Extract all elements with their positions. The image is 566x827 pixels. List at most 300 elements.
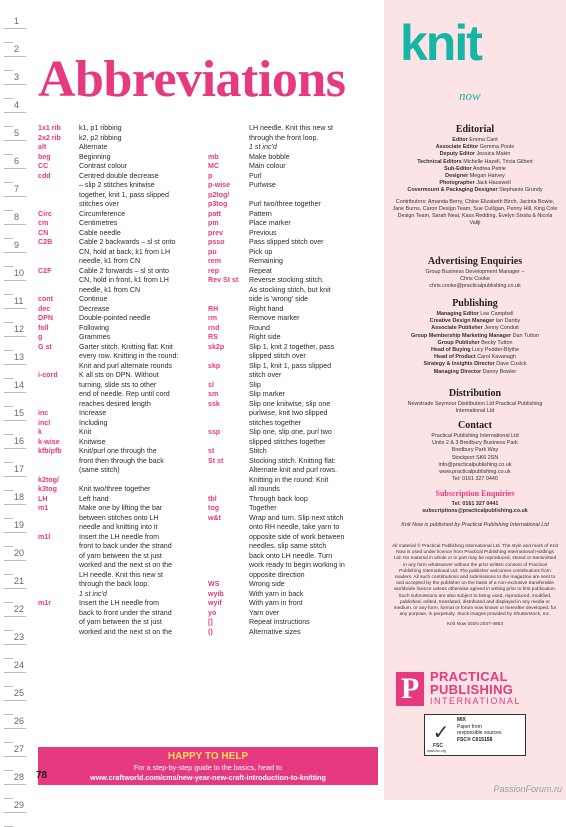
abbrev-definition: every row. Knitting in the round: <box>79 352 179 360</box>
abbrev-term <box>38 590 79 600</box>
fsc-badge <box>424 714 526 756</box>
abbrev-row <box>208 514 388 524</box>
abbrev-definition: Slip one, slip one, purl two <box>249 428 332 436</box>
abbrev-term: Circ <box>38 209 52 218</box>
abbrev-term: tbl <box>208 494 217 503</box>
abbrev-definition: Insert the LH needle from <box>79 532 160 541</box>
abbrev-term <box>208 134 249 144</box>
abbrev-row <box>208 457 388 467</box>
credit-name: Stephanie Grundy <box>499 187 543 194</box>
legal-section <box>392 544 558 629</box>
abbrev-term: rep <box>208 266 220 275</box>
ruler-minor-tick <box>4 714 13 715</box>
advertising-line: Group Business Development Manager – <box>425 269 525 275</box>
abbrev-definition: As stocking stitch, but knit <box>249 285 331 294</box>
abbrev-definition: k1, p1 ribbing <box>79 124 122 132</box>
ruler-minor-tick <box>4 126 13 127</box>
abbrev-row <box>208 533 388 543</box>
credit-role: Deputy Editor <box>439 151 475 158</box>
ruler-minor-tick <box>4 238 13 239</box>
credit-name: Becky Tutton <box>481 339 513 346</box>
ruler-tick <box>4 196 26 197</box>
abbrev-term <box>208 466 249 476</box>
abbrev-definition: Knit two/three together <box>79 485 151 493</box>
credit-role: Strategy & Insights Director <box>423 361 495 368</box>
abbrev-term: CC <box>38 162 49 170</box>
abbrev-term <box>208 409 249 419</box>
abbrev-definition: Garter stitch. Knitting flat: Knit <box>79 342 173 351</box>
abbrev-term: cdd <box>38 171 51 180</box>
help-heading: HAPPY TO HELP <box>167 751 249 762</box>
ruler-number: 26 <box>14 716 25 726</box>
abbrev-term <box>38 561 79 571</box>
abbrev-row <box>208 362 388 372</box>
abbrev-term <box>38 390 79 400</box>
ruler-number: 15 <box>14 408 25 418</box>
abbrev-definition: CN, hold in front, k1 from LH <box>79 276 169 284</box>
abbrev-definition: all rounds <box>249 485 280 493</box>
abbrev-term <box>208 542 249 552</box>
abbrev-definition: k2, p2 ribbing <box>79 133 122 142</box>
abbrev-row <box>208 580 388 590</box>
abbrev-row <box>208 504 388 514</box>
abbrev-term <box>208 485 249 495</box>
abbrev-definition: Slip 1, knit 2 together, pass <box>249 342 335 351</box>
abbrev-term <box>208 352 249 362</box>
abbrev-definition: Cable needle <box>79 228 121 237</box>
abbrev-term <box>208 533 249 543</box>
ruler-number: 11 <box>14 296 24 306</box>
abbrev-row <box>208 438 388 448</box>
abbrev-definition: Purl <box>249 171 262 180</box>
abbrev-definition: Make one by lifting the bar <box>79 504 163 512</box>
abbrev-term <box>38 609 79 619</box>
abbrev-definition: Right hand <box>249 304 284 313</box>
abbrev-row <box>208 229 388 239</box>
abbrev-term <box>38 542 79 552</box>
ruler-minor-tick <box>4 294 13 295</box>
abbrev-term <box>38 352 79 362</box>
ruler-tick <box>4 364 26 365</box>
abbrev-definition: end of needle. Rep until cord <box>79 390 170 398</box>
abbrev-row <box>208 495 388 505</box>
ruler-tick <box>4 560 26 561</box>
abbrev-row <box>208 143 388 153</box>
credit-name: Jack Hauxwell <box>476 180 511 187</box>
distribution-heading: Distribution <box>448 388 502 399</box>
published-by-text: Knit Now is published by Practical Publishing International Ltd <box>401 522 549 528</box>
abbrev-term <box>208 371 249 381</box>
abbrev-term: C2F <box>38 266 52 275</box>
abbrev-term: LH <box>38 494 48 503</box>
abbrev-definition: needle, k1 from CN <box>79 257 141 265</box>
abbrev-definition: Contrast colour <box>79 162 128 170</box>
ruler-number: 13 <box>14 352 25 362</box>
credit-role: Associate Publisher <box>431 325 483 332</box>
abbrev-definition: Insert the LH needle from <box>79 599 160 607</box>
abbrev-row <box>208 181 388 191</box>
ruler-minor-tick <box>4 70 13 71</box>
fsc-line: MIX <box>457 717 466 723</box>
abbrev-term: p <box>208 171 213 180</box>
abbrev-definition: onto RH needle, take yarn to <box>249 523 340 531</box>
ruler-number: 4 <box>14 100 20 110</box>
ruler-number: 7 <box>14 184 20 194</box>
sidebar-credits <box>384 0 566 800</box>
ruler-minor-tick <box>4 518 13 519</box>
credit-role: Sub-Editor <box>444 165 472 172</box>
abbrev-definition: With yarn in back <box>249 589 304 598</box>
abbrev-term <box>38 276 79 286</box>
abbrev-row <box>208 257 388 267</box>
advertising-email[interactable]: chris.cooke@practicalpublishing.co.uk <box>429 283 521 290</box>
abbrev-definition: Slip 1, knit 1, pass slipped <box>249 361 332 370</box>
editorial-credit <box>392 151 558 158</box>
abbrev-definition: Pass slipped stitch over <box>249 238 324 246</box>
ruler-minor-tick <box>4 350 13 351</box>
abbrev-term <box>208 438 249 448</box>
abbrev-term: m1r <box>38 599 52 607</box>
ruler-number: 21 <box>14 576 25 586</box>
credit-role: Photographer <box>439 180 475 187</box>
page-number: 78 <box>36 770 48 781</box>
abbrev-term <box>208 124 249 134</box>
abbrev-term: rem <box>208 257 222 265</box>
abbrev-row <box>208 124 388 134</box>
abbrev-definition: needle, k1 from CN <box>79 285 141 294</box>
subscription-section <box>392 484 558 515</box>
abbrev-definition: Purl two/three together <box>249 200 321 208</box>
abbrev-term: skp <box>208 361 221 370</box>
abbrev-definition: Repeat <box>249 266 272 275</box>
ruler-minor-tick <box>4 630 13 631</box>
abbrev-term <box>38 257 79 267</box>
credit-role: Associate Editor <box>435 144 479 151</box>
abbrev-term: ssp <box>208 428 221 436</box>
abbrev-definition: – slip 2 stitches knitwise <box>79 181 155 189</box>
abbrev-term <box>38 514 79 524</box>
abbrev-definition: Continue <box>79 295 108 303</box>
ruler-tick <box>4 812 26 813</box>
abbrev-definition: front then through the back <box>79 456 164 465</box>
abbrev-row <box>208 238 388 248</box>
credit-role: Managing Editor <box>436 311 479 317</box>
abbrev-row <box>208 305 388 315</box>
credit-name: Megan Harvey <box>469 173 505 180</box>
fsc-logo-text: FSC <box>433 743 443 749</box>
contact-line[interactable]: www.practicalpublishing.co.uk <box>439 469 511 476</box>
abbrev-row <box>208 609 388 619</box>
abbrev-definition: Double-pointed needle <box>79 314 151 322</box>
fsc-line: responsible sources <box>457 730 502 736</box>
abbrev-definition: Reverse stocking stitch. <box>249 276 324 284</box>
abbrev-definition: Remove marker <box>249 314 300 322</box>
abbrev-definition: Make bobble <box>249 152 290 161</box>
abbrev-definition: Place marker <box>249 219 291 227</box>
abbrev-definition: With yarn in front <box>249 599 303 607</box>
ruler-tick <box>4 224 26 225</box>
abbrev-row <box>208 561 388 571</box>
abbrev-definition: 1 st inc'd <box>79 589 107 598</box>
abbrev-row <box>208 552 388 562</box>
abbrev-definition: opposite direction <box>249 570 305 579</box>
abbrev-definition: needle and knitting into it <box>79 523 158 531</box>
ruler-number: 17 <box>14 464 25 474</box>
abbrev-definition: Knit/purl one through the <box>79 447 157 455</box>
credit-role: Editor <box>452 137 468 143</box>
abbrev-term <box>38 618 79 628</box>
abbrev-term: St st <box>208 456 224 465</box>
abbrev-definition: Knitwise <box>79 437 106 446</box>
abbrev-definition: through the back loop. <box>79 580 150 588</box>
ruler-number: 18 <box>14 492 25 502</box>
credit-name: Carol Kavanagh <box>477 354 516 361</box>
abbrev-definition: Main colour <box>249 162 286 170</box>
ruler-tick <box>4 392 26 393</box>
credit-role: Creative Design Manager <box>429 318 495 325</box>
help-link[interactable]: www.craftworld.com/cms/new-year-new-craft-introduction-to-knitting <box>90 773 326 782</box>
ruler-number: 22 <box>14 604 25 614</box>
abbrev-term: k3tog <box>38 485 57 493</box>
abbrev-term: g <box>38 333 43 341</box>
ruler-minor-tick <box>4 770 13 771</box>
pp-mark-icon: P <box>396 672 424 706</box>
contact-heading: Contact <box>458 420 492 431</box>
abbrev-definition: (same stitch) <box>79 466 120 474</box>
abbrev-row <box>208 153 388 163</box>
ruler-tick <box>4 420 26 421</box>
abbrev-definition: stitch over <box>249 371 282 379</box>
abbrev-term: beg <box>38 152 51 161</box>
abbrev-term <box>38 381 79 391</box>
ruler-number: 14 <box>14 380 25 390</box>
ruler-number: 9 <box>14 240 20 250</box>
abbrev-row <box>208 390 388 400</box>
abbrev-definition: Increase <box>79 409 107 417</box>
abbrev-row <box>208 267 388 277</box>
abbrev-definition: Following <box>79 323 109 332</box>
ruler-minor-tick <box>4 98 13 99</box>
abbrev-definition: LH needle. Knit this new st <box>79 570 163 579</box>
abbrev-term: cont <box>38 295 53 303</box>
contact-line: Practical Publishing International Ltd <box>431 433 519 439</box>
abbrev-term: sk2p <box>208 342 225 351</box>
abbrev-row <box>208 314 388 324</box>
ruler-tick <box>4 728 26 729</box>
abbrev-term: m1l <box>38 532 51 541</box>
abbrev-row <box>208 542 388 552</box>
ruler-tick <box>4 700 26 701</box>
ruler-number: 5 <box>14 128 20 138</box>
abbrev-definition: slipped stitch over <box>249 352 306 360</box>
ruler-minor-tick <box>4 686 13 687</box>
abbrev-definition: worked and the next st on the <box>79 627 173 636</box>
ruler-tick <box>4 644 26 645</box>
subs-phone: Tel: 0161 327 0441 <box>451 501 499 507</box>
abbrev-row <box>208 400 388 410</box>
abbrev-term: inc <box>38 409 49 417</box>
ruler-tick <box>4 252 26 253</box>
ruler-number: 28 <box>14 772 25 782</box>
abbrev-definition: opposite side of work between <box>249 532 345 541</box>
abbrev-row <box>208 324 388 334</box>
ruler-tick <box>4 532 26 533</box>
abbrev-row <box>208 286 388 296</box>
abbrev-term: rnd <box>208 323 220 332</box>
editorial-credit <box>392 180 558 187</box>
ruler-number: 25 <box>14 688 25 698</box>
contributors-text: Contributors: Amanda Berry, Chloe Elizabeth Birch, Jacinta Bowie, Jane Burns, Caron Design Team, Sue Culligan, Penny Hill, King Cole Design Team, Sarah Neal, Kass Redding, Evelyn Sixsta & Nicola Valiji <box>392 198 558 227</box>
abbrev-row <box>208 343 388 353</box>
ruler-tick <box>4 84 26 85</box>
ruler-number: 19 <box>14 520 25 530</box>
ruler-tick <box>4 28 26 29</box>
credit-role: Technical Editors <box>417 158 462 165</box>
credit-name: Danny Bowler <box>482 368 517 375</box>
subs-email[interactable]: subscriptions@practicalpublishing.co.uk <box>422 508 528 515</box>
credit-role: Group Publisher <box>437 339 480 346</box>
abbrev-term: DPN <box>38 314 53 322</box>
credit-name: Jessica Makin <box>476 151 511 158</box>
abbrev-term: i-cord <box>38 371 58 379</box>
ruler-number: 8 <box>14 212 20 222</box>
contact-line: Units 2 & 3 Bredbury Business Park <box>432 440 518 447</box>
abbrev-definition: work ready to begin working in <box>249 561 345 569</box>
ruler-tick <box>4 616 26 617</box>
abbrev-row <box>208 191 388 201</box>
abbrev-definition: Purlwise <box>249 181 276 189</box>
abbrev-term <box>38 400 79 410</box>
abbrev-term <box>38 523 79 533</box>
ruler-minor-tick <box>4 434 13 435</box>
ruler-minor-tick <box>4 266 13 267</box>
publishing-credit <box>392 354 558 361</box>
subs-heading: Subscription Enquiries <box>435 489 515 498</box>
credit-name: Lucy Pedder-Blythe <box>472 347 520 354</box>
abbrev-definition: of yarn between the st just <box>79 551 162 560</box>
abbrev-term: RS <box>208 333 218 341</box>
abbrev-definition: Cable 2 backwards – sl st onto <box>79 238 176 246</box>
credit-role: Head of Buying <box>430 347 471 354</box>
abbrev-definition: purlwise, knit two slipped <box>249 409 328 417</box>
ruler-minor-tick <box>4 154 13 155</box>
abbrev-term <box>208 561 249 571</box>
abbrev-term: pm <box>208 219 219 227</box>
abbrev-term: ssk <box>208 399 220 408</box>
help-text: For a step-by-step guide to the basics, head to <box>133 763 283 772</box>
abbrev-definition: Alternate <box>79 143 108 151</box>
abbrev-definition: Slip marker <box>249 390 285 398</box>
abbrev-term: 1x1 rib <box>38 124 61 132</box>
abbrev-definition: slipped stitches together <box>249 437 326 446</box>
abbrev-definition: Circumference <box>79 209 126 218</box>
abbrev-definition: Together <box>249 504 277 512</box>
abbrev-definition: side is 'wrong' side <box>249 295 309 303</box>
abbrev-term <box>38 628 79 638</box>
editorial-heading: Editorial <box>455 124 495 135</box>
credit-name: Andrea Petrie <box>472 165 506 172</box>
contact-line: Bredbury Park Way <box>451 447 499 454</box>
ruler-number: 6 <box>14 156 20 166</box>
credit-role: Managing Director <box>433 368 482 375</box>
advertising-line: Chris Cooke <box>460 276 490 283</box>
abbrev-term: incl <box>38 418 51 427</box>
ruler-number: 1 <box>14 16 20 26</box>
ruler-tick <box>4 140 26 141</box>
legal-text: All material © Practical Publishing International Ltd. The style and mark of Knit Now is used under licence from Practical Publishing International Holdings Ltd. No material in whole or in part may be reproduced, stored or transmitted in any form whatsoever without the prior written consent of Practical Publishing International Ltd. The publisher welcomes contributions from readers. All such contributions and submissions to the magazine are sent to and accepted by the publisher on the basis of a non-exclusive transferable worldwide licence unless otherwise agreed in writing prior to first publication. Such submissions are also subject to being used, reproduced, modified, published, edited, translated, distributed and displayed in any media or medium, or any form, format or forum now known or hereafter developed, for any purpose, in perpetuity. Stock images provided by Shutterstock, Inc. <box>392 544 558 618</box>
ruler-minor-tick <box>4 42 13 43</box>
abbrev-term <box>208 552 249 562</box>
contact-line: Stockport SK6 2SN <box>451 454 499 461</box>
abbrev-term: [] <box>208 618 213 626</box>
abbrev-term <box>38 362 79 372</box>
abbrev-definition: turning, slide sts to other <box>79 380 157 389</box>
ruler-number: 23 <box>14 632 25 642</box>
abbrev-term: w&t <box>208 513 222 522</box>
abbrev-term: () <box>208 627 213 636</box>
abbrev-term <box>38 191 79 201</box>
abbrev-term: CN <box>38 228 49 237</box>
abbrev-definition: K all sts on DPN. Without <box>79 371 159 379</box>
abbrev-term: k-wise <box>38 437 60 446</box>
abbrev-definition: Beginning <box>79 152 111 161</box>
publishing-credit <box>392 325 558 332</box>
abbrev-row <box>208 409 388 419</box>
distribution-section <box>392 384 558 415</box>
abbrev-definition: back to front under the strand <box>79 608 172 617</box>
abbrev-definition: of yarn between the st just <box>79 618 162 626</box>
contact-line[interactable]: info@practicalpublishing.co.uk <box>438 461 512 468</box>
editorial-credit <box>392 166 558 173</box>
credit-name: Dave Cusick <box>496 361 527 368</box>
editorial-credit <box>392 137 558 144</box>
abbrev-row <box>208 200 388 210</box>
abbrev-definition: Right side <box>249 333 281 341</box>
abbrev-row <box>208 371 388 381</box>
contact-section <box>392 416 558 483</box>
pp-logo-line-2: PUBLISHING <box>430 682 514 697</box>
credit-name: Dan Tutton <box>512 332 539 339</box>
editorial-credit <box>392 187 558 194</box>
ruler-number: 29 <box>14 800 25 810</box>
abbrev-term: psso <box>208 238 225 246</box>
abbrev-term: pu <box>208 247 217 256</box>
abbrev-row <box>208 419 388 429</box>
abbrev-row <box>208 485 388 495</box>
abbrev-definition: Wrap and turn. Slip next stitch <box>249 513 344 522</box>
issn-text: Knit Now ISSN 2047-4903 <box>447 622 503 628</box>
credit-name: Lee Campbell <box>480 311 514 317</box>
abbrev-row <box>208 219 388 229</box>
abbrev-definition: Centred double decrease <box>79 171 159 180</box>
abbrev-definition: Left hand <box>79 494 109 503</box>
distribution-text: Newstrade Seymour Distribution Ltd Practical Publishing International Ltd <box>407 401 543 415</box>
advertising-section <box>392 252 558 291</box>
abbrev-term: cm <box>38 219 49 227</box>
abbrev-row <box>208 295 388 305</box>
credit-role: Covermount & Packaging Designer <box>407 187 498 194</box>
ruler-minor-tick <box>4 658 13 659</box>
ruler-minor-tick <box>4 798 13 799</box>
abbrev-term: G st <box>38 342 52 351</box>
abbrev-term <box>38 286 79 296</box>
abbrev-term <box>38 571 79 581</box>
abbrev-definition: Stocking stitch. Knitting flat: <box>249 456 336 465</box>
abbrev-term <box>208 523 249 533</box>
abbrev-term: wyif <box>208 599 222 607</box>
abbrev-definition: Previous <box>249 228 277 237</box>
abbrev-term: WS <box>208 580 220 588</box>
